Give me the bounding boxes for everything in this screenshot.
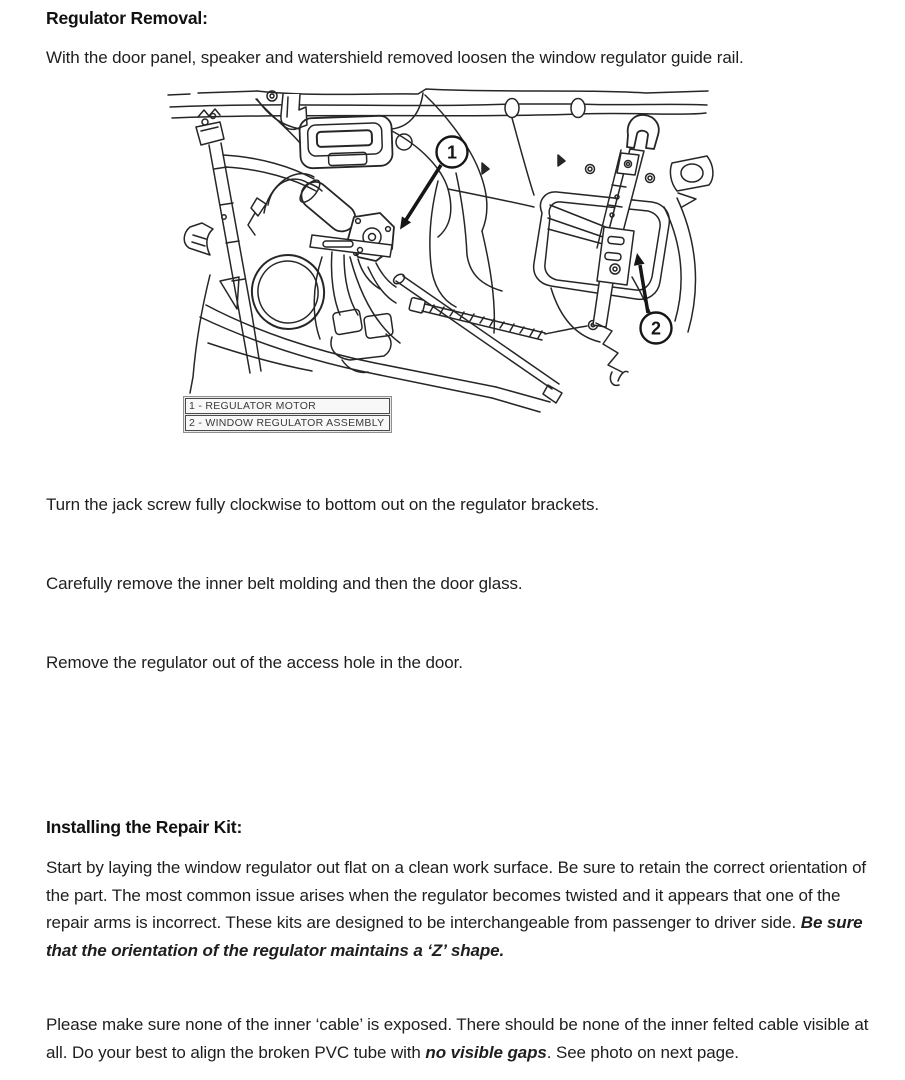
callout-1-number: 1: [446, 142, 458, 163]
step-jack-screw: Turn the jack screw fully clockwise to bottom out on the regulator brackets.: [46, 495, 600, 514]
install-paragraph-text: Start by laying the window regulator out flat on a clean work surface. Be sure to retain the correct orientation of the part. The most common issue arises when the regulator becomes twisted and it appears that one of the repair arms is incorrect. These kits are designed to be interchangeable from passenger to driver side.: [46, 858, 867, 932]
note-paragraph-text-2: . See photo on next page.: [546, 1042, 739, 1062]
note-paragraph-emphasis: no visible gaps: [425, 1042, 547, 1062]
step-belt-molding: Carefully remove the inner belt molding and then the door glass.: [46, 574, 523, 593]
diagram-legend: [183, 396, 392, 433]
note-paragraph-text-1: Please make sure none of the inner ‘cable’ is exposed. There should be none of the inner felted cable visible at all. Do your best to align the broken PVC tube with: [46, 1015, 869, 1062]
callout-2-badge: [641, 313, 672, 344]
install-paragraph: [46, 854, 884, 964]
section-heading-installing-repair-kit: Installing the Repair Kit:: [46, 817, 243, 837]
legend-row-regulator-motor: 1 - REGULATOR MOTOR: [185, 398, 390, 414]
door-line-art: [160, 85, 720, 447]
callout-1-badge: [437, 137, 468, 168]
legend-row-window-regulator-assembly: 2 - WINDOW REGULATOR ASSEMBLY: [185, 415, 390, 431]
callout-2-number: 2: [650, 318, 662, 339]
section-heading-regulator-removal: Regulator Removal:: [46, 8, 208, 28]
install-paragraph-emphasis: Be sure that the orientation of the regulator maintains a ‘Z’ shape.: [46, 913, 863, 960]
note-paragraph: [46, 1011, 891, 1066]
step-remove-regulator: Remove the regulator out of the access hole in the door.: [46, 653, 463, 672]
intro-paragraph: With the door panel, speaker and watershield removed loosen the window regulator guide rail.: [46, 48, 744, 67]
regulator-diagram: [160, 85, 720, 447]
